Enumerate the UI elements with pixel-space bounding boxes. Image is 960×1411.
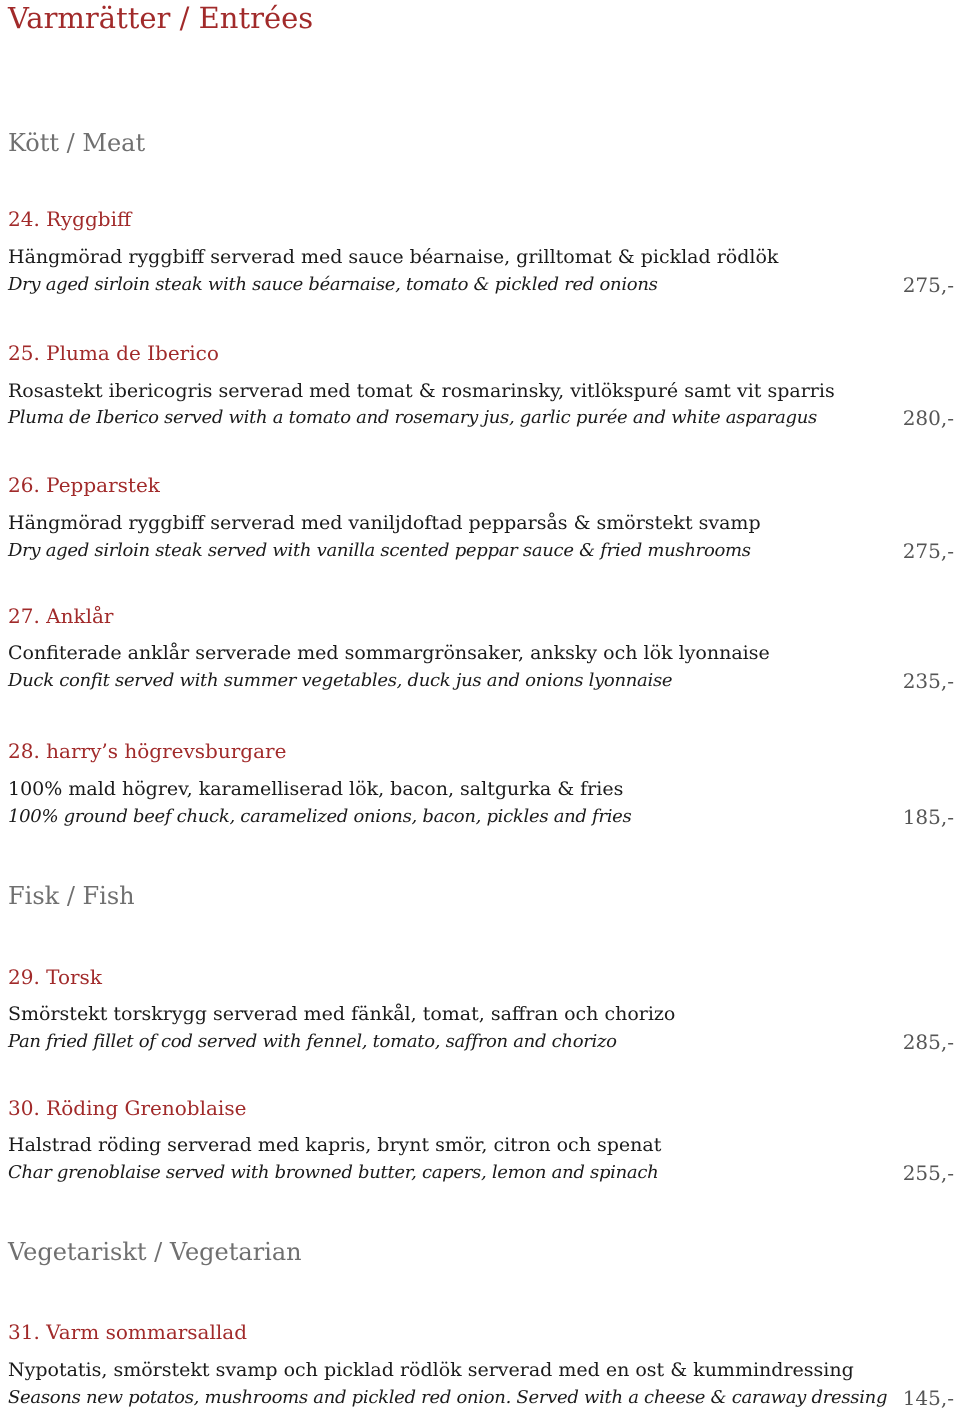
- menu-item-title: 27. Anklår: [8, 604, 114, 628]
- menu-item-description-sv: Nypotatis, smörstekt svamp och picklad rödlök serverad med en ost & kummindressing: [8, 1359, 854, 1381]
- menu-item-description-en: 100% ground beef chuck, caramelized onions, bacon, pickles and fries: [8, 806, 632, 827]
- menu-item-description-en: Dry aged sirloin steak with sauce béarnaise, tomato & pickled red onions: [8, 274, 658, 295]
- menu-item-title: 30. Röding Grenoblaise: [8, 1096, 247, 1120]
- menu-item-price: 285,-: [902, 1030, 954, 1054]
- menu-item-description-sv: Hängmörad ryggbiff serverad med sauce béarnaise, grilltomat & picklad rödlök: [8, 246, 779, 268]
- menu-item-description-en: Seasons new potatos, mushrooms and pickled red onion. Served with a cheese & caraway dressing: [8, 1387, 888, 1408]
- section-heading-meat: Kött / Meat: [8, 129, 146, 157]
- menu-item-description-en: Pluma de Iberico served with a tomato and rosemary jus, garlic purée and white asparagus: [8, 407, 817, 428]
- menu-item-description-en: Dry aged sirloin steak served with vanilla scented peppar sauce & fried mushrooms: [8, 540, 751, 561]
- menu-item-description-sv: Halstrad röding serverad med kapris, brynt smör, citron och spenat: [8, 1134, 662, 1156]
- menu-item-price: 255,-: [902, 1161, 954, 1185]
- menu-item-title: 26. Pepparstek: [8, 473, 160, 497]
- menu-item-title: 25. Pluma de Iberico: [8, 341, 219, 365]
- menu-item-description-en: Duck confit served with summer vegetables, duck jus and onions lyonnaise: [8, 670, 673, 691]
- menu-item-description-en: Char grenoblaise served with browned butter, capers, lemon and spinach: [8, 1162, 659, 1183]
- menu-item-title: 28. harry’s högrevsburgare: [8, 739, 287, 763]
- menu-item-description-sv: Rosastekt ibericogris serverad med tomat & rosmarinsky, vitlökspuré samt vit sparris: [8, 380, 835, 402]
- menu-item-title: 29. Torsk: [8, 965, 102, 989]
- menu-item-description-en: Pan fried fillet of cod served with fennel, tomato, saffron and chorizo: [8, 1031, 617, 1052]
- menu-item-price: 275,-: [902, 273, 954, 297]
- menu-item-description-sv: Smörstekt torskrygg serverad med fänkål, tomat, saffran och chorizo: [8, 1003, 676, 1025]
- menu-item-description-sv: 100% mald högrev, karamelliserad lök, bacon, saltgurka & fries: [8, 778, 624, 800]
- menu-item-description-sv: Hängmörad ryggbiff serverad med vaniljdoftad pepparsås & smörstekt svamp: [8, 512, 761, 534]
- page-title: Varmrätter / Entrées: [8, 1, 314, 35]
- menu-item-price: 185,-: [902, 805, 954, 829]
- menu-item-title: 24. Ryggbiff: [8, 207, 132, 231]
- menu-item-price: 280,-: [902, 406, 954, 430]
- menu-item-description-sv: Confiterade anklår serverade med sommargrönsaker, anksky och lök lyonnaise: [8, 642, 770, 664]
- menu-item-price: 235,-: [902, 669, 954, 693]
- section-heading-fish: Fisk / Fish: [8, 882, 135, 910]
- menu-item-price: 145,-: [902, 1386, 954, 1410]
- menu-item-price: 275,-: [902, 539, 954, 563]
- section-heading-vegetarian: Vegetariskt / Vegetarian: [8, 1238, 302, 1266]
- menu-item-title: 31. Varm sommarsallad: [8, 1320, 248, 1344]
